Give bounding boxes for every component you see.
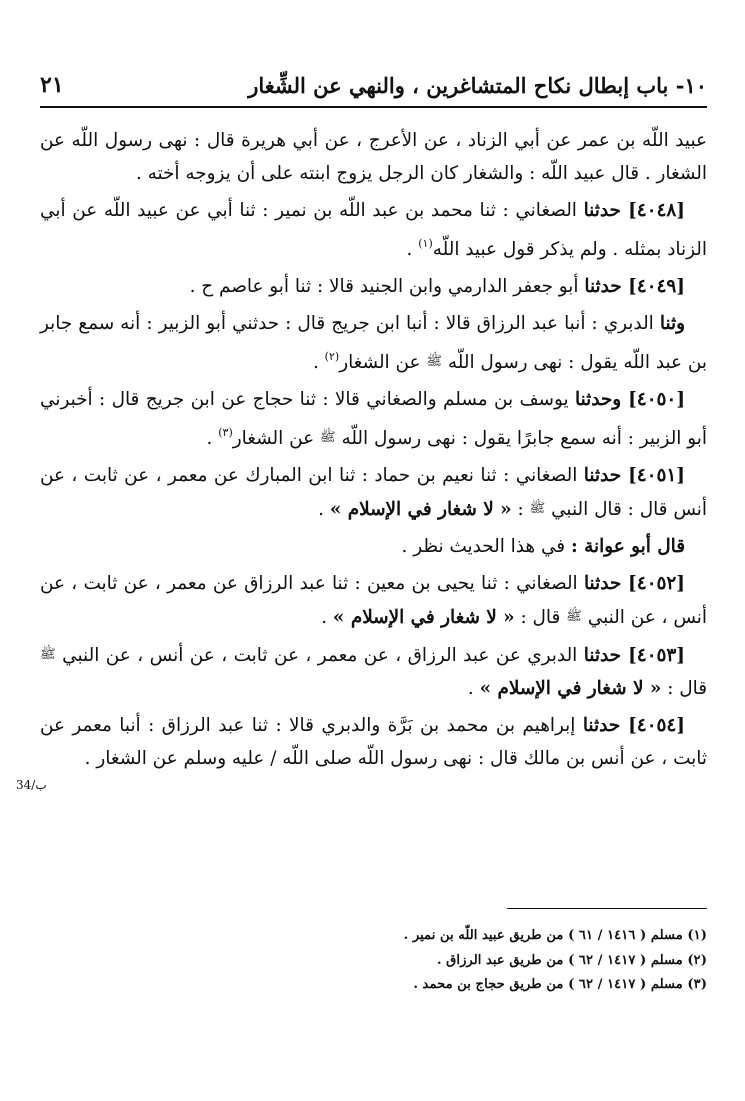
footnote-ref: (٢) (324, 350, 340, 363)
hadith-4051 (40, 459, 707, 526)
hadith-quote: « لا شغار في الإسلام » (329, 499, 512, 520)
hadith-number: [٤٠٥٠] وحدثنا (574, 389, 686, 410)
footnote-2: (٢) مسلم ( ١٤١٧ / ٦٢ ) من طريق عبد الرزاق . (436, 952, 707, 968)
hadith-4049-second-chain (40, 307, 707, 379)
paragraph-end: . (206, 428, 219, 449)
hadith-4048 (40, 194, 707, 266)
paragraph-end: . (406, 239, 419, 260)
paragraph-text-2: عن الشغار (339, 352, 427, 373)
page-number: ٢١ (40, 72, 64, 98)
salutation-symbol: ﷺ (319, 430, 336, 445)
paragraph-text: إبراهيم بن محمد بن بَرَّة والدبري قالا : ثنا عبد الرزاق : أنبا معمر عن ثابت ، عن أنس بن مالك قال : نهى رسول اللّه صلى اللّه / عليه وسلم عن الشغار . (40, 715, 707, 769)
paragraph-end: . (321, 607, 333, 628)
hadith-4050 (40, 383, 707, 455)
hadith-number: [٤٠٤٨] حدثنا (583, 200, 685, 221)
manuscript-folio-note: 34/ب (16, 778, 47, 792)
page-header (40, 58, 707, 98)
footnote-ref: (٣) (218, 426, 233, 439)
paragraph-continuation (40, 124, 707, 190)
comment-lead: قال أبو عوانة : (570, 536, 685, 557)
hadith-number: [٤٠٥٤] حدثنا (582, 715, 685, 736)
chapter-title: ١٠- باب إبطال نكاح المتشاغرين ، والنهي عن الشِّغار (248, 73, 707, 98)
footnote-3: (٣) مسلم ( ١٤١٧ / ٦٢ ) من طريق حجاج بن محمد . (413, 977, 707, 992)
paragraph-text: الدبري عن عبد الرزاق ، عن معمر ، عن ثابت ، عن أنس ، عن النبي (55, 645, 584, 666)
paragraph-end: . (312, 352, 325, 373)
hadith-number: [٤٠٥٢] حدثنا (583, 573, 685, 594)
salutation-symbol: ﷺ (529, 501, 546, 516)
hadith-quote: « لا شغار في الإسلام » (479, 678, 662, 699)
hadith-4054 (40, 709, 707, 775)
paragraph-text: الصغاني : ثنا نعيم بن حماد : ثنا ابن المبارك عن معمر ، عن ثابت ، عن أنس قال : قال النبي (40, 465, 707, 520)
paragraph-end: . (467, 678, 480, 699)
hadith-4053 (40, 638, 707, 705)
footnote-rule (507, 908, 707, 909)
paragraph-text: الصغاني : ثنا يحيى بن معين : ثنا عبد الرزاق عن معمر ، عن ثابت ، عن أنس ، عن النبي (40, 573, 707, 628)
book-page (16, 40, 707, 1060)
footnote-1: (١) مسلم ( ١٤١٦ / ٦١ ) من طريق عبيد اللّه بن نمير . (403, 928, 707, 943)
paragraph-text: في هذا الحديث نظر . (401, 536, 571, 557)
paragraph-text: الدبري : أنبا عبد الرزاق قالا : أنبا ابن جريج قال : حدثني أبو الزبير : أنه سمع جابر بن عبد اللّه يقول : نهى رسول اللّه (40, 313, 707, 373)
hadith-4052 (40, 567, 707, 634)
hadith-4049 (40, 270, 707, 303)
paragraph-text-2: : (511, 499, 530, 520)
salutation-symbol: ﷺ (566, 609, 582, 624)
hadith-number: [٤٠٥١] حدثنا (583, 465, 685, 486)
footnote-ref: (١) (418, 237, 433, 250)
paragraph-end: . (318, 499, 330, 520)
paragraph-text-2: عن الشغار (232, 428, 320, 449)
paragraph-text-2: قال : (514, 607, 567, 628)
salutation-symbol: ﷺ (426, 354, 443, 369)
paragraph-text: أبو جعفر الدارمي وابن الجنيد قالا : ثنا أبو عاصم ح . (189, 276, 585, 297)
header-rule (40, 106, 707, 108)
footnotes (40, 924, 707, 998)
paragraph-text: يوسف بن مسلم والصغاني قالا : ثنا حجاج عن ابن جريج قال : أخبرني أبو الزبير : أنه سمع جابرًا يقول : نهى رسول اللّه (40, 389, 707, 449)
abu-awana-comment (40, 530, 707, 563)
narration-lead: وثنا (659, 313, 685, 334)
paragraph-text: عبيد اللّه بن عمر عن أبي الزناد ، عن الأعرج ، عن أبي هريرة قال : نهى رسول اللّه عن الشغار . قال عبيد اللّه : والشغار كان الرجل يزوج ابنته على أن يزوجه أخته . (40, 130, 707, 184)
paragraph-text: الصغاني : ثنا محمد بن عبد اللّه بن نمير : ثنا أبي عن عبيد اللّه عن أبي الزناد بمثله . ولم يذكر قول عبيد اللّه (40, 200, 707, 260)
salutation-symbol: ﷺ (40, 647, 56, 662)
hadith-quote: « لا شغار في الإسلام » (332, 607, 515, 628)
hadith-number: [٤٠٥٣] حدثنا (583, 645, 685, 666)
hadith-number: [٤٠٤٩] حدثنا (584, 276, 685, 297)
paragraph-text-2: قال : (661, 678, 707, 699)
page-body (40, 124, 707, 779)
